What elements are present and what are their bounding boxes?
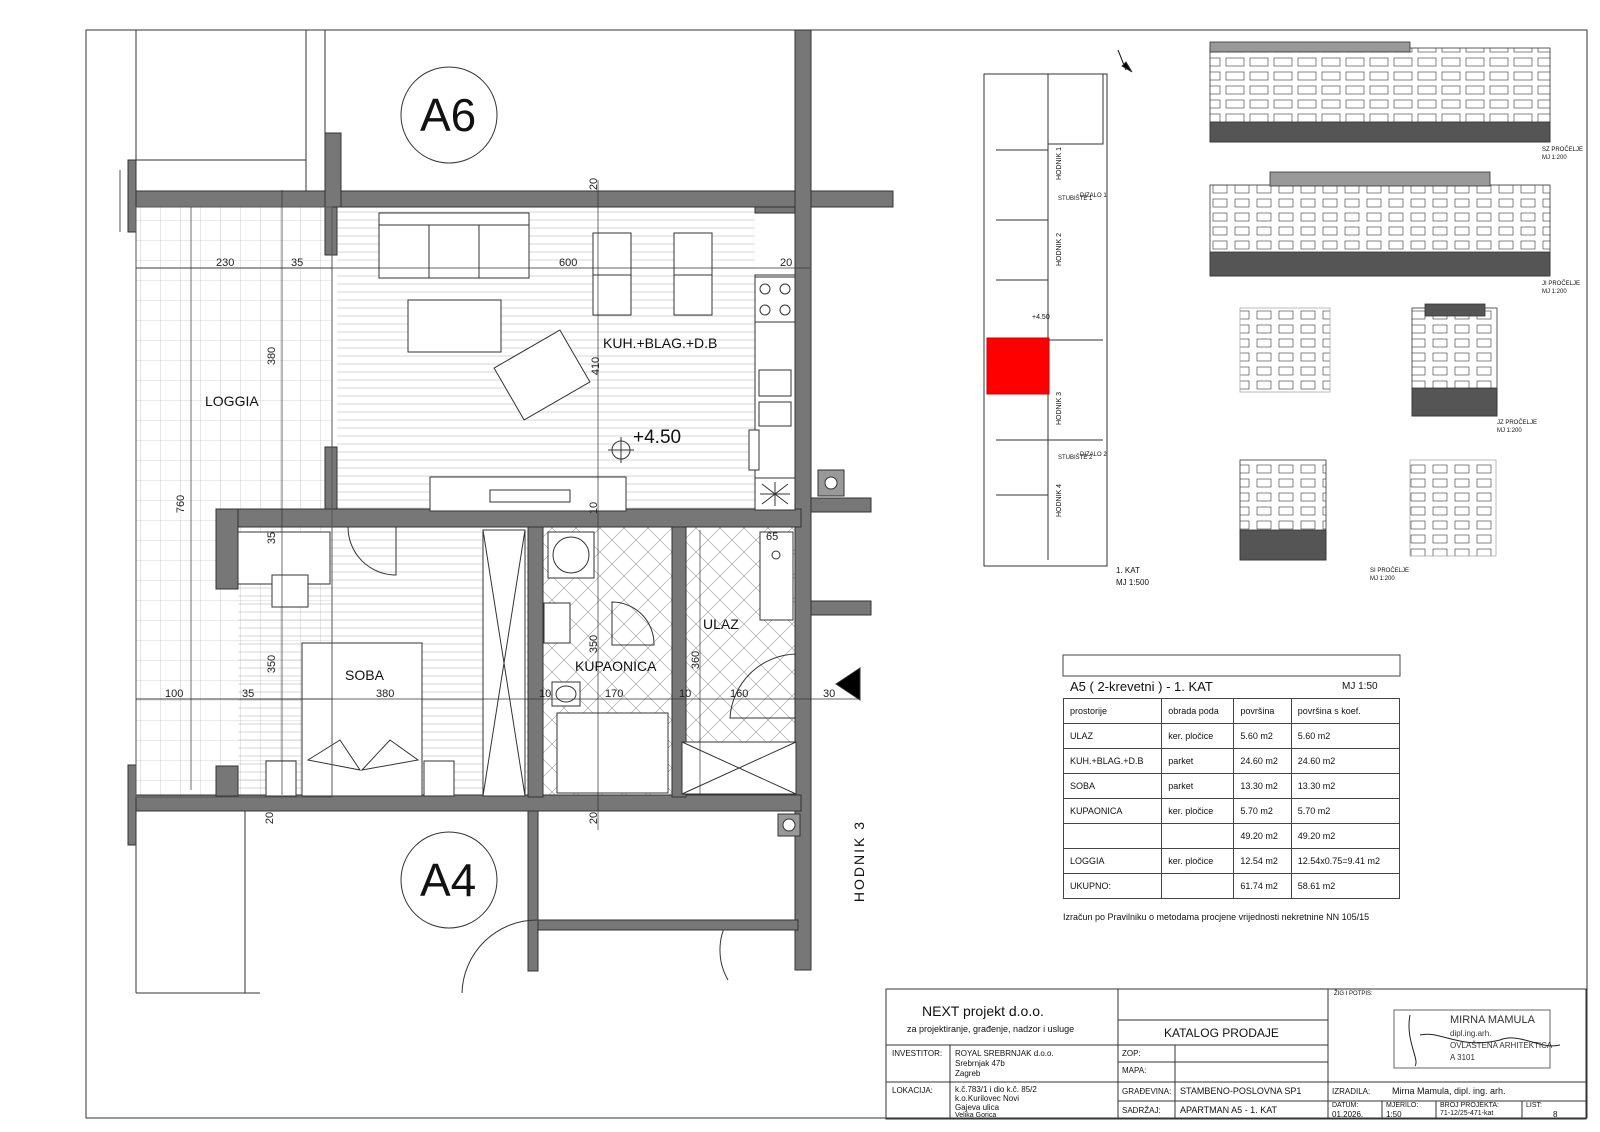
table-cell: 49.20 m2 — [1291, 824, 1399, 849]
mapa-label: MAPA: — [1122, 1066, 1147, 1075]
dim-30: 30 — [823, 688, 836, 700]
project-value: 71-12/25-471-kat — [1440, 1110, 1494, 1117]
investor-label: INVESTITOR: — [892, 1049, 943, 1058]
dim-35: 35 — [291, 257, 304, 269]
elevations — [1210, 42, 1550, 560]
elevation-small-1 — [1240, 308, 1330, 392]
dim-170: 170 — [605, 688, 624, 700]
level-marker-label: +4.50 — [633, 427, 682, 448]
sheet-value: 8 — [1553, 1110, 1558, 1119]
table-row — [1064, 824, 1400, 849]
dim-35: 35 — [242, 688, 255, 700]
table-header: prostorije — [1064, 699, 1162, 724]
corridor-label: HODNIK 3 — [851, 819, 868, 903]
dim-65: 65 — [766, 531, 779, 543]
scale-value: 1:50 — [1386, 1110, 1402, 1119]
table-row — [1064, 874, 1400, 899]
key-plan-lift-2: DIZALO 2 — [1080, 452, 1107, 458]
table-row — [1064, 849, 1400, 874]
building-label: GRAĐEVINA: — [1122, 1087, 1172, 1096]
table-cell: UKUPNO: — [1064, 874, 1162, 899]
table-cell — [1162, 824, 1234, 849]
elevation-ji-scale: MJ 1:200 — [1542, 289, 1567, 295]
table-cell: 61.74 m2 — [1234, 874, 1291, 899]
room-kitchen-label: KUH.+BLAG.+D.B — [603, 335, 718, 351]
dim-10: 10 — [679, 688, 692, 700]
elevation-si-title: SI PROČELJE — [1370, 568, 1410, 574]
company-name: NEXT projekt d.o.o. — [922, 1003, 1044, 1019]
dim-410: 410 — [590, 356, 603, 376]
table-cell: 13.30 m2 — [1234, 774, 1291, 799]
prepared-label: IZRADILA: — [1332, 1087, 1371, 1096]
area-table-header-frame — [1063, 655, 1400, 676]
location-line-3: Gajeva ulica — [955, 1103, 1000, 1112]
content-label: SADRŽAJ: — [1122, 1106, 1161, 1115]
catalog-title: KATALOG PRODAJE — [1164, 1026, 1279, 1040]
dim-10: 10 — [588, 501, 601, 515]
table-cell: LOGGIA — [1064, 849, 1162, 874]
table-cell: 12.54 m2 — [1234, 849, 1291, 874]
table-header: površina — [1234, 699, 1291, 724]
table-row — [1064, 724, 1400, 749]
area-table — [1063, 698, 1400, 899]
elevation-jz-scale: MJ 1:200 — [1497, 428, 1522, 434]
room-loggia-label: LOGGIA — [205, 393, 259, 409]
elevation-jz-title: JZ PROČELJE — [1497, 420, 1538, 426]
table-cell: parket — [1162, 774, 1234, 799]
dim-360: 360 — [690, 650, 703, 670]
key-plan-stairs-1: STUBIŠTE 1 — [1058, 196, 1093, 202]
dim-20: 20 — [264, 811, 277, 825]
zop-label: ZOP: — [1122, 1049, 1141, 1058]
dim-380: 380 — [376, 688, 395, 700]
table-cell: 58.61 m2 — [1291, 874, 1399, 899]
dim-10: 10 — [539, 688, 552, 700]
table-cell: SOBA — [1064, 774, 1162, 799]
key-plan-corridor-3: HODNIK 3 — [1056, 391, 1064, 426]
key-plan-scale: MJ 1:500 — [1116, 578, 1149, 587]
key-plan-corridor-4: HODNIK 4 — [1056, 483, 1064, 518]
key-plan-corridor-1: HODNIK 1 — [1056, 146, 1064, 181]
table-cell: 12.54x0.75=9.41 m2 — [1291, 849, 1399, 874]
table-cell: 5.70 m2 — [1234, 799, 1291, 824]
project-label: BROJ PROJEKTA: — [1440, 1102, 1499, 1109]
dim-600: 600 — [559, 257, 578, 269]
table-cell: ker. pločice — [1162, 849, 1234, 874]
table-row — [1064, 774, 1400, 799]
stamp-role: OVLAŠTENA ARHITEKTICA — [1450, 1041, 1553, 1050]
investor-line-1: ROYAL SREBRNJAK d.o.o. — [955, 1049, 1054, 1058]
location-line-4: Velika Gorica — [955, 1112, 997, 1119]
location-line-2: k.o.Kurilovec Novi — [955, 1094, 1020, 1103]
table-cell — [1162, 874, 1234, 899]
content-value: APARTMAN A5 - 1. KAT — [1180, 1105, 1278, 1115]
table-cell: KUH.+BLAG.+D.B — [1064, 749, 1162, 774]
table-header: obrada poda — [1162, 699, 1234, 724]
dim-380: 380 — [266, 346, 279, 366]
neighbour-doors — [462, 920, 798, 993]
key-plan-level-label: 1. KAT — [1116, 566, 1140, 575]
sheet-label: LIST: — [1526, 1102, 1542, 1109]
room-bedroom-label: SOBA — [345, 667, 384, 683]
dim-20: 20 — [780, 257, 793, 269]
table-cell: 24.60 m2 — [1291, 749, 1399, 774]
table-cell: 49.20 m2 — [1234, 824, 1291, 849]
key-plan-highlight — [987, 338, 1049, 394]
table-cell: ULAZ — [1064, 724, 1162, 749]
location-line-1: k.č.783/1 i dio k.č. 85/2 — [955, 1085, 1037, 1094]
dim-35: 35 — [266, 531, 279, 545]
table-row — [1064, 799, 1400, 824]
prepared-value: Mirna Mamula, dipl. ing. arh. — [1392, 1086, 1506, 1096]
table-cell: 24.60 m2 — [1234, 749, 1291, 774]
dim-230: 230 — [216, 257, 235, 269]
key-plan-stairs-2: STUBIŠTE 2 — [1058, 455, 1093, 461]
unit-a4-label: A4 — [420, 854, 477, 906]
elevation-ji-title: JI PROČELJE — [1542, 281, 1581, 287]
stamp-title: dipl.ing.arh. — [1450, 1029, 1492, 1038]
elevation-si-2 — [1410, 460, 1496, 556]
sign-label: ŽIG I POTPIS: — [1334, 991, 1373, 997]
table-header: površina s koef. — [1291, 699, 1399, 724]
dim-760: 760 — [175, 494, 188, 514]
elevation-si-scale: MJ 1:200 — [1370, 576, 1395, 582]
key-plan-level: +4.50 — [1032, 314, 1050, 321]
room-entrance-label: ULAZ — [703, 616, 739, 632]
dim-160: 160 — [730, 688, 749, 700]
building-value: STAMBENO-POSLOVNA SP1 — [1180, 1086, 1302, 1096]
elevation-sz-title: SZ PROČELJE — [1542, 147, 1584, 153]
table-cell: ker. pločice — [1162, 799, 1234, 824]
table-cell: 5.70 m2 — [1291, 799, 1399, 824]
area-table-title: A5 ( 2-krevetni ) - 1. KAT — [1070, 679, 1213, 694]
stamp-name: MIRNA MAMULA — [1450, 1014, 1535, 1026]
table-cell: 5.60 m2 — [1234, 724, 1291, 749]
table-cell: 5.60 m2 — [1291, 724, 1399, 749]
investor-line-2: Srebrnjak 47b — [955, 1059, 1005, 1068]
table-cell: 13.30 m2 — [1291, 774, 1399, 799]
area-table-scale: MJ 1:50 — [1342, 681, 1378, 692]
key-plan-corridor-2: HODNIK 2 — [1056, 232, 1064, 267]
dim-100: 100 — [165, 688, 184, 700]
table-cell — [1064, 824, 1162, 849]
room-bathroom-label: KUPAONICA — [575, 658, 657, 674]
dim-20: 20 — [588, 177, 601, 191]
company-description: za projektiranje, građenje, nadzor i usluge — [907, 1024, 1075, 1034]
area-table-note: Izračun po Pravilniku o metodama procjene vrijednosti nekretnine NN 105/15 — [1063, 912, 1370, 922]
dim-350: 350 — [266, 654, 279, 674]
dim-350: 350 — [588, 634, 601, 654]
location-label: LOKACIJA: — [892, 1086, 933, 1095]
dim-20: 20 — [588, 811, 601, 825]
floor-plan — [120, 30, 893, 993]
table-header-row — [1064, 699, 1400, 724]
key-plan-lift-1: DIZALO 1 — [1080, 193, 1107, 199]
date-value: 01.2026. — [1332, 1110, 1364, 1119]
table-row — [1064, 749, 1400, 774]
table-cell: KUPAONICA — [1064, 799, 1162, 824]
scale-label: MJERILO: — [1386, 1102, 1419, 1109]
date-label: DATUM: — [1332, 1102, 1359, 1109]
table-cell: parket — [1162, 749, 1234, 774]
investor-line-3: Zagreb — [955, 1069, 981, 1078]
unit-a6-label: A6 — [420, 89, 477, 141]
table-cell: ker. pločice — [1162, 724, 1234, 749]
stamp-number: A 3101 — [1450, 1053, 1475, 1062]
elevation-sz-scale: MJ 1:200 — [1542, 155, 1567, 161]
